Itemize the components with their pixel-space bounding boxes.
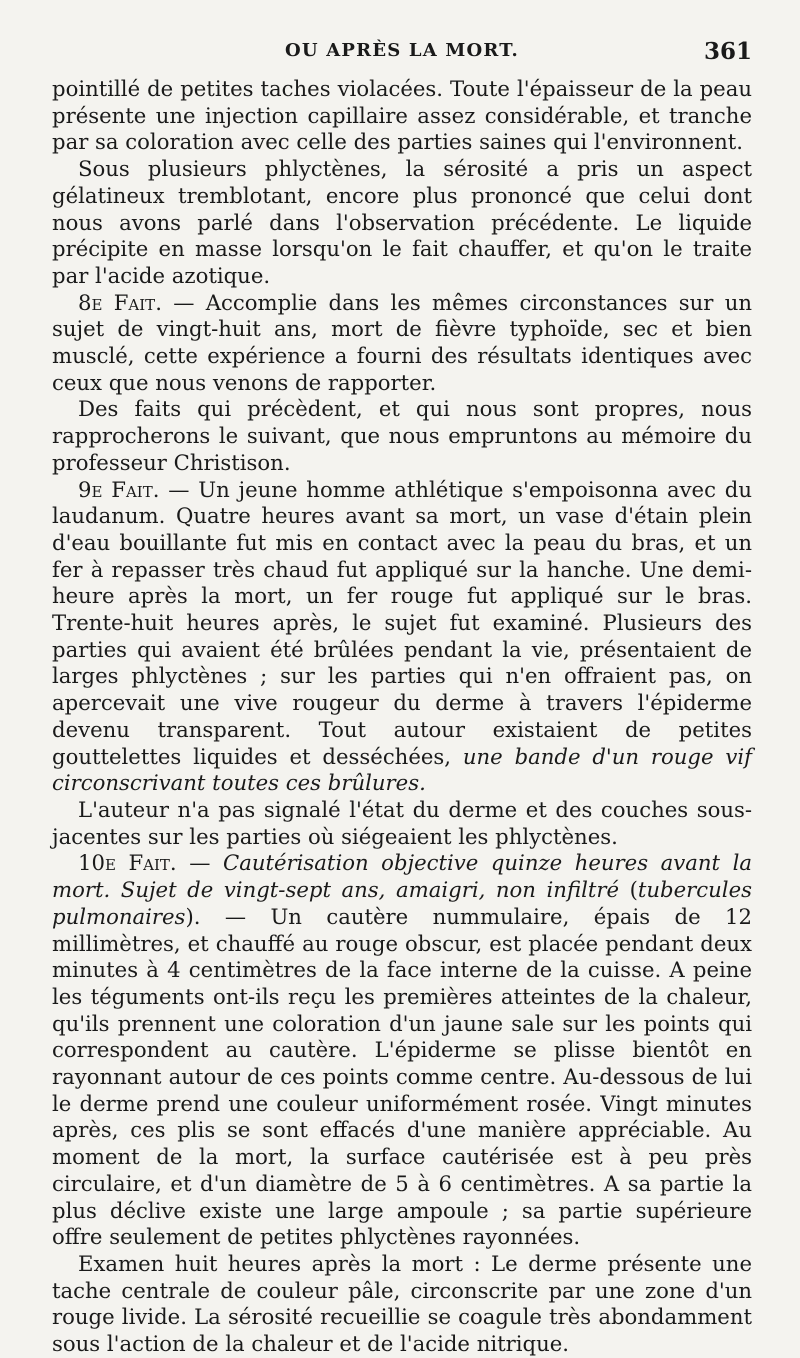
running-head: OU APRÈS LA MORT.	[285, 40, 519, 61]
fact-heading: 10e Fait.	[78, 850, 177, 876]
text-segment: — Accomplie dans les mêmes circonstances sur un sujet de vingt-huit ans, mort de fièvre typhoïde, sec et bien musclé, cette expérience a fourni des résultats identiques avec ceux que nous venons de rapporter.	[52, 289, 752, 395]
paragraph	[52, 477, 752, 797]
text-segment: — Un jeune homme athlétique s'empoisonna avec du laudanum. Quatre heures avant sa mort, un vase d'étain plein d'eau bouillante fut mis en contact avec la peau du bras, et un fer à repasser très chaud fut appliqué sur la hanche. Une demi-heure après la mort, un fer rouge fut appliqué sur le bras. Trente-huit heures après, le sujet fut examiné. Plusieurs des parties qui avaient été brûlées pendant la vie, présentaient de larges phlyctènes ; sur les parties qui n'en offraient pas, on apercevait une vive rougeur du derme à travers l'épiderme devenu transparent. Tout autour existaient de petites gouttelettes liquides et desséchées,	[52, 476, 752, 769]
text-segment: pointillé de petites taches violacées. Toute l'épaisseur de la peau présente une injection capillaire assez considérable, et tranche par sa coloration avec celle des parties saines qui l'environnent.	[52, 76, 752, 155]
italic-text: Cautérisation objective quinze heures avant la mort. Sujet de vingt-sept ans, amaigri, non infiltré	[52, 850, 752, 903]
paragraph	[52, 290, 752, 397]
text-segment: (	[619, 877, 638, 903]
paragraph	[52, 797, 752, 850]
paragraph	[52, 1251, 752, 1358]
italic-text: tubercules pulmonaires	[52, 877, 752, 929]
page-header	[52, 32, 752, 76]
body-text	[52, 76, 752, 1358]
text-segment: Sous plusieurs phlyctènes, la sérosité a pris un aspect gélatineux tremblotant, encore plus prononcé que celui dont nous avons parlé dans l'observation précédente. Le liquide précipite en masse lorsqu'on le fait chauffer, et qu'on le traite par l'acide azotique.	[52, 156, 752, 288]
paragraph	[52, 850, 752, 1251]
text-segment: Des faits qui précèdent, et qui nous sont propres, nous rapprocherons le suivant, que nous empruntons au mémoire du professeur Christison.	[52, 396, 752, 475]
paragraph	[52, 76, 752, 156]
fact-heading: 8e Fait.	[78, 289, 162, 315]
italic-text: une bande d'un rouge vif circonscrivant toutes ces brûlures.	[52, 743, 752, 796]
document-page	[52, 32, 752, 1358]
text-segment: L'auteur n'a pas signalé l'état du derme et des couches sous-jacentes sur les parties où siégeaient les phlyctènes.	[52, 796, 752, 849]
page-number: 361	[703, 38, 752, 65]
fact-heading: 9e Fait.	[78, 476, 160, 502]
paragraph	[52, 156, 752, 290]
text-segment: Examen huit heures après la mort : Le derme présente une tache centrale de couleur pâle, circonscrite par une zone d'un rouge livide. La sérosité recueillie se coagule très abondamment sous l'action de la chaleur et de l'acide nitrique.	[52, 1250, 752, 1357]
text-segment: ). — Un cautère nummulaire, épais de 12 millimètres, et chauffé au rouge obscur, est placée pendant deux minutes à 4 centimètres de la face interne de la cuisse. A peine les téguments ont-ils reçu les premières atteintes de la chaleur, qu'ils prennent une coloration d'un jaune sale sur les points qui correspondent au cautère. L'épiderme se plisse bientôt en rayonnant autour de ces points comme centre. Au-dessous de lui le derme prend une couleur uniformément rosée. Vingt minutes après, ces plis se sont effacés d'une manière appréciable. Au moment de la mort, la surface cautérisée est à peu près circulaire, et d'un diamètre de 5 à 6 centimètres. A sa partie la plus déclive existe une large ampoule ; sa partie supérieure offre seulement de petites phlyctènes rayonnées.	[52, 903, 752, 1250]
paragraph	[52, 396, 752, 476]
text-segment: —	[176, 850, 223, 876]
